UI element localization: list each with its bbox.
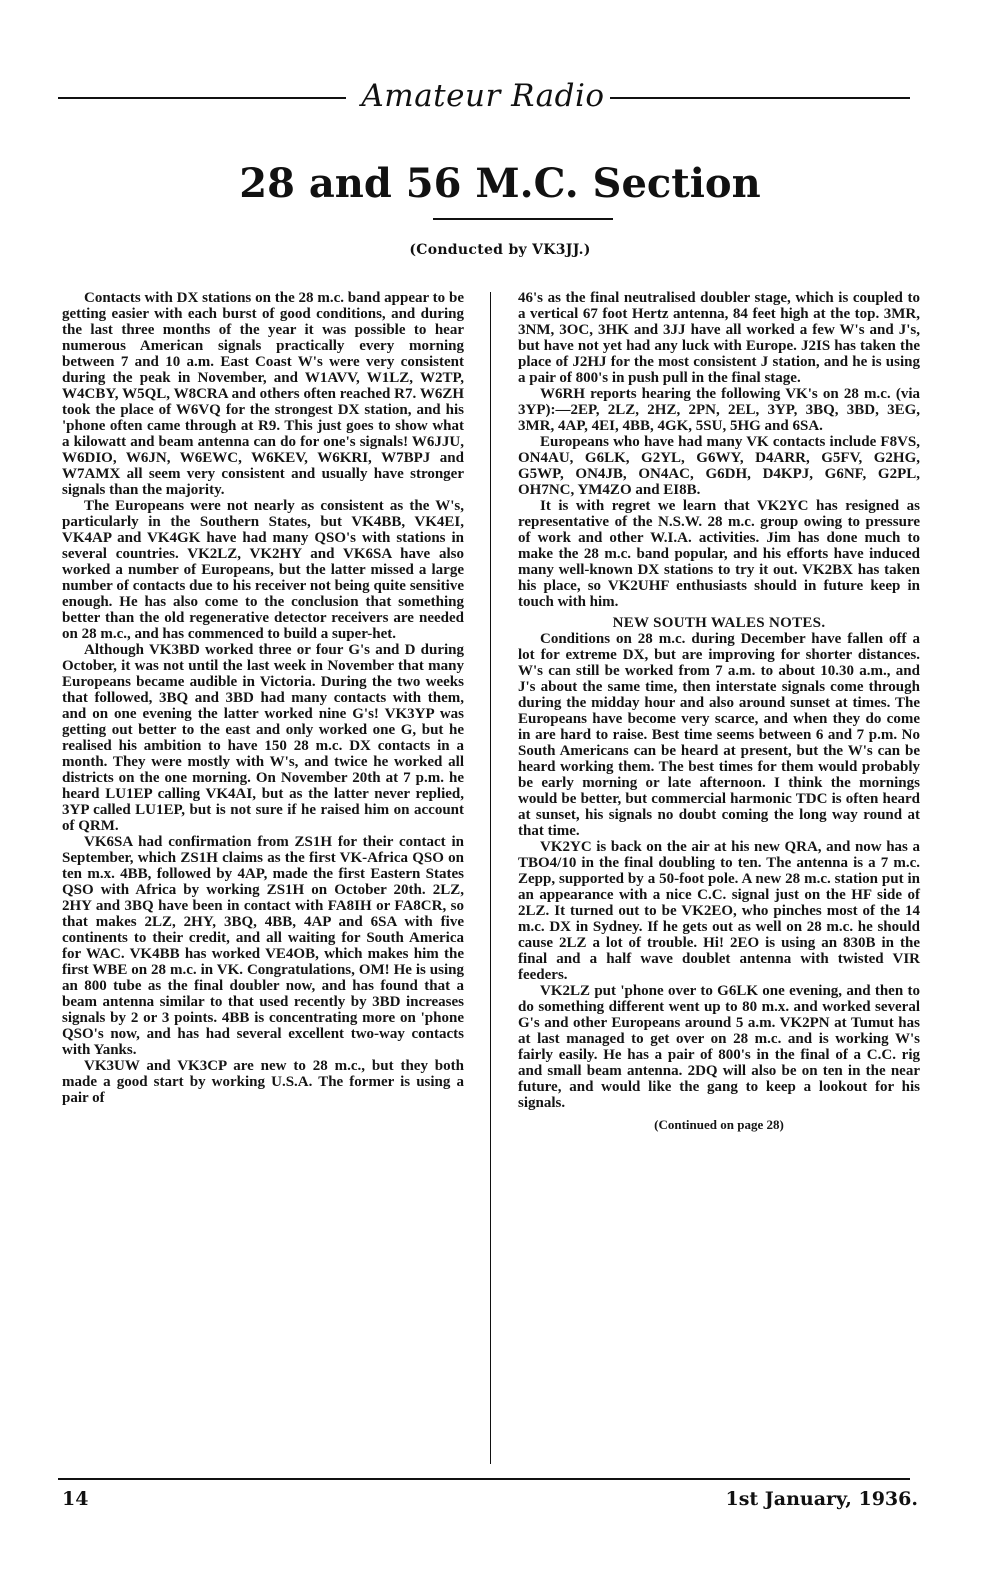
paragraph: 46's as the final neutralised doubler stage, which is coupled to a vertical 67 foot Hertz antenna, 84 feet high at the top. 3MR, 3NM, 3OC, 3HK and 3JJ have all worked a few W's and J's, but have not yet had any luck with Europe. J2IS has taken the place of J2HJ for the most consistent J station, and he is using a pair of 800's in push pull in the final stage. (518, 290, 920, 386)
masthead-rule-right (610, 97, 910, 99)
paragraph: Europeans who have had many VK contacts include F8VS, ON4AU, G6LK, G2YL, G6WY, D4ARR, G5FV, G2HG, G5WP, ON4JB, ON4AC, G6DH, D4KPJ, G6NF, G2PL, OH7NC, YM4ZO and EI8B. (518, 434, 920, 498)
paragraph: VK2YC is back on the air at his new QRA, and now has a TBO4/10 in the final doubling to ten. The antenna is a 7 m.c. Zepp, supported by a 50-foot pole. A new 28 m.c. station put in an appearance with a nice C.C. signal just on the HF side of 2LZ. It turned out to be VK2EO, who pinches most of the 14 m.c. DX in Sydney. If he gets out as well on 28 m.c. he should cause 2LZ a lot of trouble. Hi! 2EO is using an 830B in the final and a half wave doublet antenna with twisted VIR feeders. (518, 839, 920, 983)
page-number: 14 (62, 1488, 89, 1510)
masthead-logo: Amateur Radio (361, 78, 605, 114)
article-title: 28 and 56 M.C. Section (239, 160, 761, 207)
masthead (58, 76, 910, 116)
paragraph: Contacts with DX stations on the 28 m.c. band appear to be getting easier with each burst of good conditions, and during the last three months of the year it was possible to hear numerous American signals practically every morning between 7 and 10 a.m. East Coast W's were very consistent during the peak in November, and W1AVV, W1LZ, W2TP, W4CBY, W5QL, W8CRA and others often reached R7. W6ZH took the place of W6VQ for the strongest DX station, and his 'phone often came through at R9. This just goes to show what a kilowatt and beam antenna can do for one's signals! W6JJU, W6DIO, W6JN, W6EWC, W6KEV, W6KRI, W7BPJ and W7AMX all seem very consistent and usually have stronger signals than the majority. (62, 290, 464, 498)
title-rule (433, 218, 613, 220)
issue-date: 1st January, 1936. (725, 1488, 918, 1510)
masthead-rule-left (58, 97, 346, 99)
footer-rule (58, 1478, 910, 1480)
section-subhead: NEW SOUTH WALES NOTES. (612, 615, 826, 631)
column-divider (490, 292, 491, 1464)
paragraph: VK2LZ put 'phone over to G6LK one evening, and then to do something different went up to 80 m.x. and worked several G's and other Europeans around 5 a.m. VK2PN at Tumut has at last managed to get over on 28 m.c. and is working W's fairly easily. He has a pair of 800's in the final of a C.C. rig and small beam antenna. 2DQ will also be on ten in the near future, and would like the gang to keep a lookout for his signals. (518, 983, 920, 1111)
paragraph: VK3UW and VK3CP are new to 28 m.c., but they both made a good start by working U.S.A. The former is using a pair of (62, 1058, 464, 1106)
paragraph: The Europeans were not nearly as consistent as the W's, particularly in the Southern States, but VK4BB, VK4EI, VK4AP and VK4GK have had many QSO's with stations in several countries. VK2LZ, VK2HY and VK6SA have also worked a number of Europeans, but the latter missed a large number of contacts due to his receiver not being quite sensitive enough. He has also come to the conclusion that something better than the old regenerative detector receivers are needed on 28 m.c., and has commenced to build a super-het. (62, 498, 464, 642)
paragraph: W6RH reports hearing the following VK's on 28 m.c. (via 3YP):—2EP, 2LZ, 2HZ, 2PN, 2EL, 3YP, 3BQ, 3BD, 3EG, 3MR, 4AP, 4EI, 4BB, 4GK, 5SU, 5HG and 6SA. (518, 386, 920, 434)
article-byline: (Conducted by VK3JJ.) (409, 242, 591, 258)
right-column (518, 290, 920, 1133)
paragraph: Conditions on 28 m.c. during December have fallen off a lot for extreme DX, but are improving for shorter distances. W's can still be worked from 7 a.m. to about 10.30 a.m., and J's about the same time, then interstate signals come through during the midday hour and also around sunset at times. The Europeans have become very scarce, and when they do come in are hard to raise. Best time seems between 6 and 7 p.m. No South Americans can be heard at present, but the W's can be heard working them. The best times for them would probably be early morning or late afternoon. I think the mornings would be better, but commercial harmonic TDC is often heard at sunset, his signals no doubt coming the long way round at that time. (518, 631, 920, 839)
continued-note: (Continued on page 28) (654, 1117, 784, 1132)
paragraph: It is with regret we learn that VK2YC has resigned as representative of the N.S.W. 28 m.c. group owing to pressure of work and other W.I.A. activities. Jim has done much to make the 28 m.c. band popular, and his efforts have induced many well-known DX stations to try it out. VK2BX has taken his place, so VK2UHF enthusiasts should in future keep in touch with him. (518, 498, 920, 610)
paragraph: VK6SA had confirmation from ZS1H for their contact in September, which ZS1H claims as the first VK-Africa QSO on ten m.x. 4BB, followed by 4AP, made the first Eastern States QSO with Africa by working ZS1H on October 20th. 2LZ, 2HY and 3BQ have been in contact with FA8IH or FA8CR, so that makes 2LZ, 2HY, 3BQ, 4BB, 4AP and 6SA with five continents to their credit, and all waiting for South America for WAC. VK4BB has worked VE4OB, which makes him the first WBE on 28 m.c. in VK. Congratulations, OM! He is using an 800 tube as the final doubler now, and has found that a beam antenna similar to that used recently by 3BD increases signals by 2 or 3 points. 4BB is concentrating more on 'phone QSO's now, and has had several excellent two-way contacts with Yanks. (62, 834, 464, 1058)
paragraph: Although VK3BD worked three or four G's and D during October, it was not until the last week in November that many Europeans became audible in Victoria. During the two weeks that followed, 3BQ and 3BD had many contacts with them, and on one evening the latter worked nine G's! VK3YP was getting out better to the east and only worked one G, but he realised his ambition to have 150 28 m.c. DX contacts in a month. They were mostly with W's, and twice he worked all districts on the one morning. On November 20th at 7 p.m. he heard LU1EP calling VK4AI, but as the latter never replied, 3YP called LU1EP, but is not sure if he raised him on account of QRM. (62, 642, 464, 834)
left-column (62, 290, 464, 1106)
